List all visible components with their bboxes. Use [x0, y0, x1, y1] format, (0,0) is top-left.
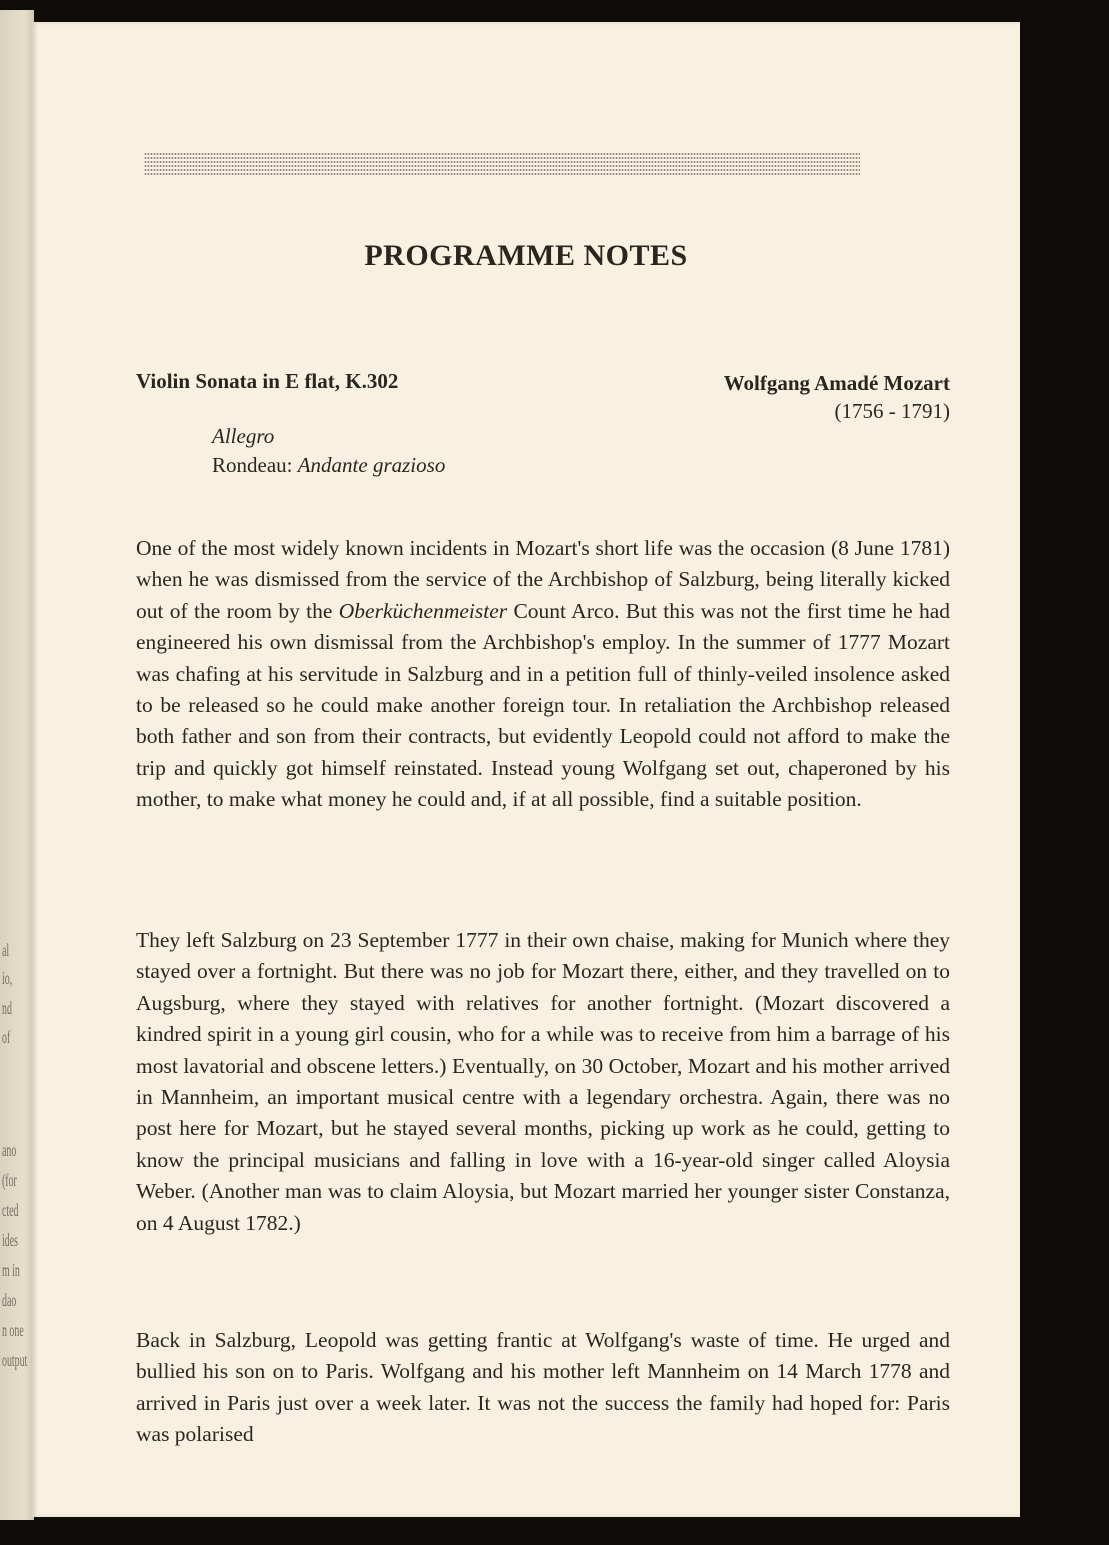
facing-page-fragment: ano [2, 1140, 17, 1160]
work-title: Violin Sonata in E flat, K.302 [136, 369, 399, 393]
paragraph-text: Count Arco. But this was not the first time he had engineered his own dismissal from the Archbishop's employ. In the summer of 1777 Mozart was chafing at his servitude in Salzburg and in a petition full of thinly-veiled insolence asked to be released so he could make another foreign tour. In retaliation the Archbishop released both father and son from their contracts, but evidently Leopold could not afford to make the trip and quickly got himself reinstated. Instead young Wolfgang set out, chaperoned by his mother, to make what money he could and, if at all possible, find a suitable position. [136, 598, 950, 812]
paragraph-text: One of the most widely known incidents in Mozart's short life was the occasion (8 June 1781) when he was dismissed from the service of the Archbishop of Salzburg, being literally kicked out of the room by the [136, 536, 950, 623]
paragraph-italic-term: Oberküchenmeister [338, 598, 508, 623]
facing-page-fragment: io, [2, 968, 13, 988]
paragraph-text: They left Salzburg on 23 September 1777 in their own chaise, making for Munich where they stayed over a fortnight. But there was no job for Mozart there, either, and they travelled on to Augsburg, where they stayed with relatives for another fortnight. (Mozart discovered a kindred spirit in a young girl cousin, who for a while was to receive from him a barrage of his most lavatorial and obscene letters.) Eventually, on 30 October, Mozart and his mother arrived in Mannheim, an important musical centre with a legendary orchestra. Again, there was no post here for Mozart, but he stayed several months, picking up work as he could, getting to know the principal musicians and falling in love with a 16-year-old singer called Aloysia Weber. (Another man was to claim Aloysia, but Mozart married her younger sister Constanza, on 4 August 1782.) [136, 928, 950, 1235]
document-page [32, 22, 1020, 1517]
composer-dates: (1756 - 1791) [834, 399, 950, 423]
facing-page-fragment: of [2, 1027, 11, 1047]
composer-name: Wolfgang Amadé Mozart [723, 371, 950, 395]
movement-list [212, 422, 445, 480]
paragraph [136, 925, 950, 1239]
facing-page-fragment: ides [2, 1230, 18, 1250]
facing-page-fragment: nd [2, 998, 12, 1018]
paragraph-text: Back in Salzburg, Leopold was getting frantic at Wolfgang's waste of time. He urged and bullied his son on to Paris. Wolfgang and his mother left Mannheim on 14 March 1778 and arrived in Paris just over a week later. It was not the success the family had hoped for: Paris was polarised [136, 1328, 950, 1447]
facing-page-fragment: (for [2, 1170, 17, 1190]
facing-page-fragment: al [2, 940, 10, 960]
movement-item [212, 451, 445, 480]
facing-page-fragment: output [2, 1350, 28, 1370]
dotted-rule-ornament [144, 152, 860, 176]
facing-page-fragment: dao [2, 1290, 17, 1310]
facing-page-fragment: cted [2, 1200, 19, 1220]
movement-label: Rondeau: [212, 453, 298, 477]
facing-page-edge [0, 10, 34, 1520]
facing-page-fragment: n one [2, 1320, 24, 1340]
movement-item [212, 422, 445, 451]
composer-block [724, 369, 950, 425]
paragraph [136, 1325, 950, 1451]
paragraph [136, 533, 950, 816]
page-title: PROGRAMME NOTES [364, 239, 688, 272]
movement-tempo: Andante grazioso [297, 453, 446, 477]
facing-page-fragment: m in [2, 1260, 20, 1280]
movement-tempo: Allegro [212, 424, 275, 448]
